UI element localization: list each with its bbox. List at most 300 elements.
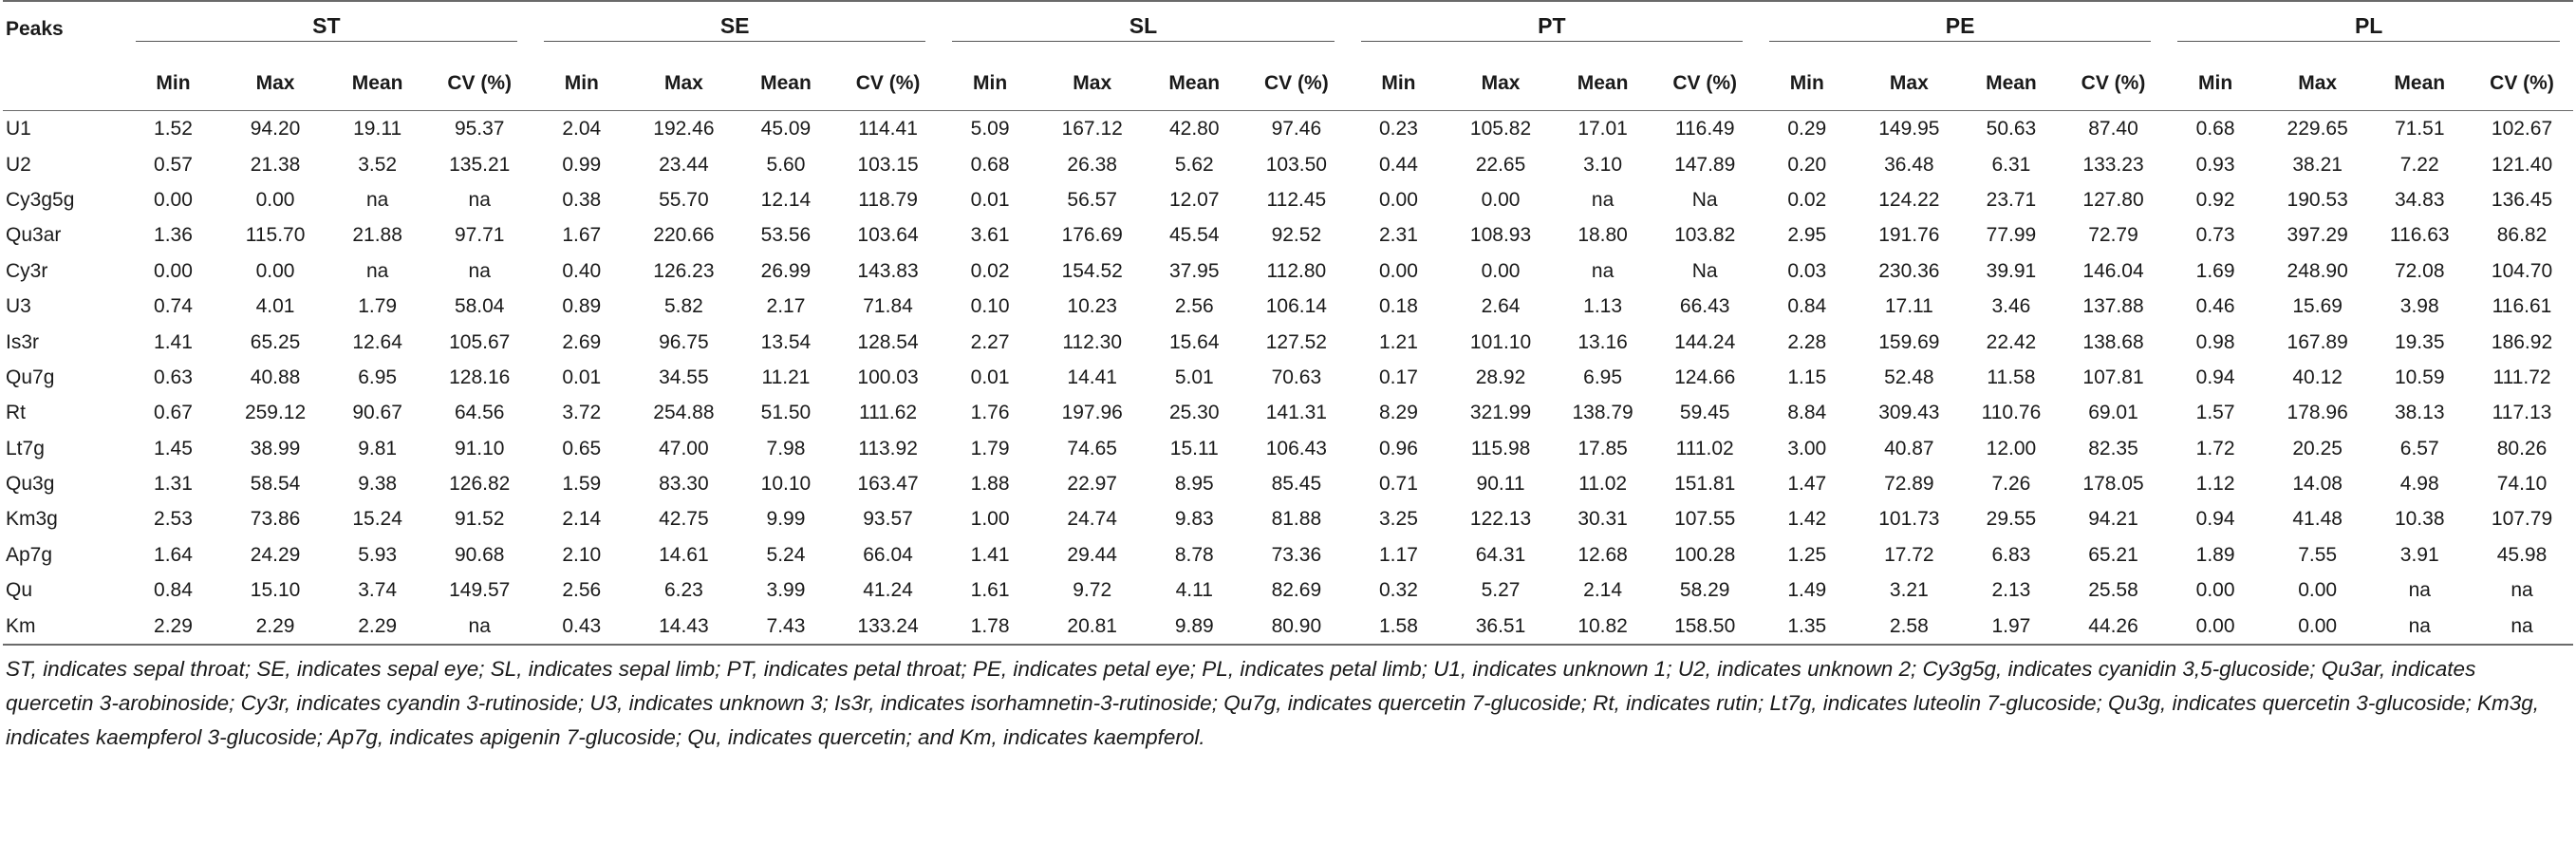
table-cell: 0.96: [1379, 437, 1418, 460]
table-cell: 15.24: [352, 508, 402, 531]
table-cell: 25.30: [1168, 402, 1220, 424]
table-cell: 127.52: [1265, 330, 1327, 353]
table-cell: 115.98: [1470, 437, 1531, 460]
table-cell: 23.71: [1986, 188, 2037, 211]
table-cell: 8.95: [1174, 473, 1214, 496]
table-cell: 167.89: [2287, 330, 2348, 353]
table-cell: 17.01: [1577, 118, 1628, 141]
table-cell: 42.75: [659, 508, 709, 531]
table-cell: 6.23: [663, 579, 703, 602]
table-cell: 20.25: [2292, 437, 2343, 460]
table-cell: 37.95: [1168, 259, 1220, 282]
table-cell: 126.82: [449, 473, 511, 496]
table-cell: 11.58: [1987, 366, 2036, 388]
table-cell: 105.67: [449, 330, 511, 353]
table-cell: 2.29: [224, 608, 327, 644]
table-cell: 158.50: [1653, 608, 1756, 644]
table-cell: 90.67: [352, 402, 402, 424]
table-cell: 77.99: [1986, 224, 2037, 247]
table-cell: 3.52: [358, 153, 398, 176]
row-label: U3: [6, 295, 31, 318]
table-cell: 10.23: [1067, 295, 1117, 318]
table-cell: 22.65: [1475, 153, 1526, 176]
table-cell: 1.35: [1756, 608, 1858, 644]
table-row: [3, 146, 2573, 181]
table-cell: 1.00: [970, 508, 1010, 531]
table-cell: 2.28: [1787, 330, 1827, 353]
table-cell: 124.66: [1674, 366, 1736, 388]
table-cell: na: [428, 608, 531, 644]
table-cell: 124.22: [1878, 188, 1940, 211]
sub-header-pe-min: Min: [1756, 55, 1858, 111]
table-cell: 116.61: [2492, 295, 2552, 318]
table-cell: na: [468, 188, 491, 211]
table-cell: 7.22: [2399, 153, 2439, 176]
table-cell: 72.08: [2394, 259, 2445, 282]
table-cell: 10.10: [760, 473, 812, 496]
table-cell: 0.00: [255, 188, 295, 211]
table-cell: 2.53: [154, 508, 193, 531]
table-cell: 1.49: [1787, 579, 1827, 602]
table-cell: 178.05: [2082, 473, 2144, 496]
row-label: Qu7g: [6, 366, 55, 388]
table-cell: 138.79: [1572, 402, 1633, 424]
table-cell: 1.59: [562, 473, 602, 496]
table-cell: 0.89: [562, 295, 602, 318]
table-cell: 17.72: [1884, 543, 1934, 566]
table-cell: 3.98: [2399, 295, 2439, 318]
table-cell: 0.00: [1481, 259, 1521, 282]
table-cell: 126.23: [653, 259, 715, 282]
table-cell: 2.17: [766, 295, 806, 318]
table-cell: Na: [1691, 188, 1718, 211]
table-cell: 96.75: [659, 330, 709, 353]
table-cell: 107.55: [1674, 508, 1736, 531]
table-cell: 45.09: [760, 118, 812, 141]
table-cell: 5.09: [970, 118, 1010, 141]
row-label: Km3g: [6, 508, 58, 531]
row-label: Cy3g5g: [6, 188, 75, 211]
table-cell: 7.43: [735, 608, 837, 644]
table-cell: 9.72: [1073, 579, 1112, 602]
table-cell: 105.82: [1469, 118, 1532, 141]
group-header-pl: PL: [2164, 1, 2573, 55]
sub-header-se-min: Min: [531, 55, 633, 111]
sub-header-sl-min: Min: [939, 55, 1041, 111]
table-cell: 0.73: [2195, 224, 2235, 247]
table-cell: 3.61: [970, 224, 1010, 247]
table-cell: 59.45: [1679, 402, 1730, 424]
table-cell: 3.72: [562, 402, 602, 424]
table-cell: 17.11: [1884, 295, 1933, 318]
table-cell: 106.43: [1265, 437, 1327, 460]
table-cell: 121.40: [2491, 153, 2553, 176]
sub-header-pt-min: Min: [1348, 55, 1450, 111]
sub-header-pl-max: Max: [2267, 55, 2369, 111]
sub-header-pe-cv: CV (%): [2063, 55, 2165, 111]
table-cell: 92.52: [1271, 224, 1322, 247]
table-cell: na: [1591, 259, 1615, 282]
table-cell: 1.21: [1379, 330, 1418, 353]
row-label: Qu3g: [6, 473, 55, 496]
table-cell: 8.84: [1787, 402, 1827, 424]
table-cell: 0.99: [562, 153, 602, 176]
table-cell: 12.68: [1577, 543, 1628, 566]
table-cell: 6.83: [1991, 543, 2031, 566]
table-cell: 14.61: [659, 543, 709, 566]
table-cell: 15.69: [2292, 295, 2343, 318]
table-cell: 2.69: [562, 330, 602, 353]
table-cell: 0.00: [1379, 259, 1418, 282]
table-cell: 7.26: [1991, 473, 2031, 496]
table-cell: 14.43: [633, 608, 736, 644]
table-cell: 0.00: [154, 259, 193, 282]
table-cell: 0.17: [1379, 366, 1418, 388]
table-cell: na: [1591, 188, 1615, 211]
table-cell: na: [468, 259, 491, 282]
table-cell: 12.07: [1168, 188, 1220, 211]
table-cell: 117.13: [2492, 402, 2552, 424]
table-cell: 9.83: [1174, 508, 1214, 531]
table-cell: 1.79: [970, 437, 1010, 460]
table-cell: 6.31: [1991, 153, 2031, 176]
table-cell: 3.21: [1889, 579, 1929, 602]
table-cell: 0.94: [2195, 366, 2235, 388]
table-cell: 1.88: [970, 473, 1010, 496]
table-cell: 2.14: [562, 508, 602, 531]
table-cell: 66.04: [863, 543, 913, 566]
group-header-pt: PT: [1348, 1, 1756, 55]
group-header-st: ST: [122, 1, 531, 55]
table-cell: 7.98: [766, 437, 806, 460]
table-cell: 13.16: [1577, 330, 1628, 353]
table-cell: 3.99: [766, 579, 806, 602]
table-cell: 111.02: [1675, 437, 1734, 460]
sub-header-row: [3, 55, 2573, 111]
table-cell: 112.30: [1062, 330, 1123, 353]
table-cell: 197.96: [1061, 402, 1123, 424]
table-cell: 0.20: [1787, 153, 1827, 176]
table-cell: 17.85: [1577, 437, 1628, 460]
sub-header-pt-mean: Mean: [1552, 55, 1654, 111]
table-cell: 103.82: [1674, 224, 1736, 247]
table-cell: 2.56: [562, 579, 602, 602]
table-cell: 0.38: [562, 188, 602, 211]
table-cell: 3.46: [1991, 295, 2031, 318]
sub-header-st-mean: Mean: [327, 55, 429, 111]
table-cell: 107.79: [2491, 508, 2553, 531]
table-cell: 18.80: [1577, 224, 1628, 247]
sub-header-pe-max: Max: [1858, 55, 1961, 111]
table-row: [3, 572, 2573, 608]
table-cell: 0.68: [970, 153, 1010, 176]
table-cell: 147.89: [1674, 153, 1736, 176]
table-cell: 0.84: [154, 579, 193, 602]
table-cell: 6.95: [1583, 366, 1623, 388]
table-cell: 1.36: [154, 224, 193, 247]
table-cell: 154.52: [1061, 259, 1123, 282]
table-cell: 94.20: [250, 118, 301, 141]
table-cell: 151.81: [1674, 473, 1736, 496]
table-row: [3, 431, 2573, 466]
table-cell: 3.25: [1379, 508, 1418, 531]
sub-header-st-max: Max: [224, 55, 327, 111]
table-cell: 34.55: [659, 366, 709, 388]
corner-label: Peaks: [3, 1, 122, 55]
table-cell: 1.31: [154, 473, 193, 496]
row-label: U1: [6, 118, 31, 141]
table-cell: 176.69: [1061, 224, 1123, 247]
table-cell: 58.29: [1679, 579, 1730, 602]
table-cell: 53.56: [760, 224, 812, 247]
table-cell: 321.99: [1469, 402, 1532, 424]
table-cell: 47.00: [659, 437, 709, 460]
table-cell: 0.01: [562, 366, 602, 388]
table-cell: 5.82: [663, 295, 703, 318]
table-cell: 5.24: [766, 543, 806, 566]
table-cell: 4.01: [255, 295, 295, 318]
table-cell: 24.74: [1067, 508, 1117, 531]
table-cell: 0.00: [1379, 188, 1418, 211]
row-label: Is3r: [6, 330, 40, 353]
table-cell: 74.10: [2496, 473, 2548, 496]
table-cell: 26.99: [760, 259, 812, 282]
table-cell: 1.67: [562, 224, 602, 247]
table-cell: 248.90: [2287, 259, 2348, 282]
table-row: [3, 466, 2573, 501]
table-cell: na: [2368, 608, 2471, 644]
table-cell: 45.98: [2496, 543, 2548, 566]
table-cell: 112.80: [1266, 259, 1327, 282]
table-footnote: ST, indicates sepal throat; SE, indicates sepal eye; SL, indicates sepal limb; PT, indicates petal throat; PE, indicates petal eye; PL, indicates petal limb; U1, indicates unknown 1; U2, indicates unknown 2; Cy3g5g, indicates cyanidin 3,5-glucoside; Qu3ar, indicates quercetin 3-arobinoside; Cy3r, indicates cyandin 3-rutinoside; U3, indicates unknown 3; Is3r, indicates isorhamnetin-3-rutinoside; Qu7g, indicates quercetin 7-glucoside; Rt, indicates rutin; Lt7g, indicates luteolin 7-glucoside; Qu3g, indicates quercetin 3-glucoside; Km3g, indicates kaempferol 3-glucoside; Ap7g, indicates apigenin 7-glucoside; Qu, indicates quercetin; and Km, indicates kaempferol.: [6, 656, 2539, 749]
table-cell: 106.14: [1265, 295, 1327, 318]
table-cell: 0.65: [562, 437, 602, 460]
table-cell: 1.89: [2195, 543, 2235, 566]
table-cell: 20.81: [1041, 608, 1144, 644]
table-cell: 0.29: [1787, 118, 1827, 141]
table-cell: 0.01: [970, 188, 1010, 211]
table-cell: 163.47: [857, 473, 919, 496]
table-body: [3, 111, 2573, 645]
table-cell: 30.31: [1577, 508, 1628, 531]
table-cell: 29.55: [1986, 508, 2037, 531]
table-row: [3, 608, 2573, 644]
table-cell: 118.79: [858, 188, 918, 211]
table-cell: 116.49: [1674, 118, 1735, 141]
table-cell: 1.41: [154, 330, 193, 353]
table-cell: 5.27: [1481, 579, 1521, 602]
table-cell: 9.38: [358, 473, 398, 496]
group-header-sl: SL: [939, 1, 1347, 55]
table-cell: 90.68: [454, 543, 505, 566]
table-cell: 23.44: [659, 153, 709, 176]
table-cell: 2.04: [562, 118, 602, 141]
table-cell: 80.90: [1245, 608, 1348, 644]
table-cell: 8.29: [1379, 402, 1418, 424]
table-cell: 0.44: [1379, 153, 1418, 176]
table-cell: 1.72: [2195, 437, 2235, 460]
table-cell: 2.64: [1481, 295, 1521, 318]
table-cell: 259.12: [244, 402, 307, 424]
table-cell: 52.48: [1884, 366, 1934, 388]
table-cell: 254.88: [653, 402, 715, 424]
table-cell: 1.58: [1348, 608, 1450, 644]
table-cell: 73.36: [1271, 543, 1322, 566]
table-cell: 133.24: [837, 608, 940, 644]
table-cell: 22.97: [1067, 473, 1117, 496]
table-cell: 115.70: [245, 224, 306, 247]
sub-header-pt-max: Max: [1449, 55, 1552, 111]
table-cell: 15.10: [250, 579, 301, 602]
table-cell: 86.82: [2496, 224, 2548, 247]
table-cell: 0.00: [1481, 188, 1521, 211]
table-cell: 83.30: [659, 473, 709, 496]
group-header-row: [3, 1, 2573, 55]
table-row: [3, 501, 2573, 536]
table-cell: 309.43: [1878, 402, 1940, 424]
table-cell: 6.57: [2399, 437, 2439, 460]
table-cell: 64.31: [1475, 543, 1526, 566]
sub-header-st-min: Min: [122, 55, 225, 111]
table-cell: 64.56: [454, 402, 505, 424]
table-row: [3, 217, 2573, 253]
table-cell: 1.13: [1583, 295, 1623, 318]
table-cell: 8.78: [1174, 543, 1214, 566]
table-cell: 133.23: [2082, 153, 2144, 176]
table-cell: 111.72: [2492, 366, 2551, 388]
row-label: Lt7g: [6, 437, 45, 460]
sub-header-sl-max: Max: [1041, 55, 1144, 111]
row-label: Qu: [6, 579, 33, 602]
table-cell: 5.62: [1174, 153, 1214, 176]
table-cell: 2.31: [1379, 224, 1418, 247]
sub-header-se-cv: CV (%): [837, 55, 940, 111]
table-cell: 2.29: [122, 608, 225, 644]
table-cell: 0.43: [531, 608, 633, 644]
table-cell: na: [365, 188, 389, 211]
table-cell: 137.88: [2082, 295, 2144, 318]
table-cell: 69.01: [2088, 402, 2138, 424]
table-cell: 81.88: [1271, 508, 1322, 531]
table-cell: 0.40: [562, 259, 602, 282]
table-cell: 127.80: [2082, 188, 2144, 211]
table-cell: 66.43: [1679, 295, 1730, 318]
table-cell: 397.29: [2287, 224, 2348, 247]
table-cell: 128.16: [449, 366, 511, 388]
table-cell: 12.64: [352, 330, 402, 353]
table-cell: 1.52: [154, 118, 193, 141]
table-cell: 0.92: [2195, 188, 2235, 211]
table-cell: 11.02: [1578, 473, 1628, 496]
table-cell: 38.13: [2394, 402, 2445, 424]
sub-header-se-max: Max: [633, 55, 736, 111]
table-cell: 0.02: [970, 259, 1010, 282]
table-cell: 10.38: [2394, 508, 2445, 531]
table-cell: 28.92: [1475, 366, 1526, 388]
table-cell: 138.68: [2082, 330, 2144, 353]
table-cell: 1.64: [154, 543, 193, 566]
table-cell: 0.02: [1787, 188, 1827, 211]
table-cell: 136.45: [2491, 188, 2553, 211]
table-cell: 3.74: [358, 579, 398, 602]
table-cell: 190.53: [2287, 188, 2348, 211]
table-cell: 0.00: [154, 188, 193, 211]
sub-header-pe-mean: Mean: [1960, 55, 2063, 111]
table-cell: 107.81: [2082, 366, 2144, 388]
table-cell: 71.84: [863, 295, 913, 318]
table-cell: 39.91: [1986, 259, 2037, 282]
table-cell: 40.12: [2292, 366, 2343, 388]
table-cell: 141.31: [1265, 402, 1327, 424]
table-cell: 7.55: [2298, 543, 2338, 566]
table-cell: 2.10: [562, 543, 602, 566]
table-cell: 108.93: [1469, 224, 1532, 247]
table-cell: 36.51: [1449, 608, 1552, 644]
table-cell: 72.89: [1884, 473, 1934, 496]
group-header-pe: PE: [1756, 1, 2164, 55]
table-cell: 0.01: [970, 366, 1010, 388]
table-cell: 10.82: [1552, 608, 1654, 644]
table-cell: 2.13: [1991, 579, 2031, 602]
table-cell: 1.47: [1787, 473, 1827, 496]
table-row: [3, 395, 2573, 430]
table-cell: 114.41: [858, 118, 918, 141]
table-cell: na: [2511, 579, 2533, 602]
table-cell: 65.25: [250, 330, 301, 353]
table-cell: 1.78: [939, 608, 1041, 644]
table-row: [3, 360, 2573, 395]
row-label: Km: [3, 608, 122, 644]
table-cell: 0.98: [2195, 330, 2235, 353]
table-cell: 51.50: [760, 402, 812, 424]
table-cell: 0.71: [1379, 473, 1418, 496]
table-cell: 1.15: [1787, 366, 1827, 388]
table-cell: 0.94: [2195, 508, 2235, 531]
table-cell: 104.70: [2491, 259, 2553, 282]
table-cell: 0.74: [154, 295, 193, 318]
sub-header-pl-mean: Mean: [2368, 55, 2471, 111]
table-cell: 101.10: [1469, 330, 1532, 353]
table-cell: 70.63: [1271, 366, 1322, 388]
table-cell: 29.44: [1067, 543, 1117, 566]
table-cell: 13.54: [760, 330, 812, 353]
table-cell: 45.54: [1168, 224, 1220, 247]
row-label: U2: [6, 153, 31, 176]
table-cell: 167.12: [1061, 118, 1123, 141]
table-cell: 1.45: [154, 437, 193, 460]
table-cell: 65.21: [2088, 543, 2138, 566]
table-cell: 85.45: [1271, 473, 1322, 496]
table-cell: 3.00: [1787, 437, 1827, 460]
table-cell: 144.24: [1674, 330, 1736, 353]
table-cell: 6.95: [358, 366, 398, 388]
table-cell: 3.10: [1583, 153, 1623, 176]
table-cell: 0.57: [154, 153, 193, 176]
table-cell: 149.57: [449, 579, 511, 602]
table-cell: 80.26: [2496, 437, 2548, 460]
sub-header-pl-min: Min: [2164, 55, 2267, 111]
table-cell: 25.58: [2088, 579, 2138, 602]
sub-header-blank: [3, 55, 122, 111]
table-cell: 19.35: [2394, 330, 2445, 353]
table-cell: 4.11: [1175, 579, 1213, 602]
table-cell: 2.56: [1174, 295, 1214, 318]
table-cell: 4.98: [2399, 473, 2439, 496]
table-cell: 1.57: [2195, 402, 2235, 424]
table-cell: 102.67: [2491, 118, 2553, 141]
table-cell: 91.52: [454, 508, 505, 531]
table-cell: 0.00: [2298, 579, 2338, 602]
